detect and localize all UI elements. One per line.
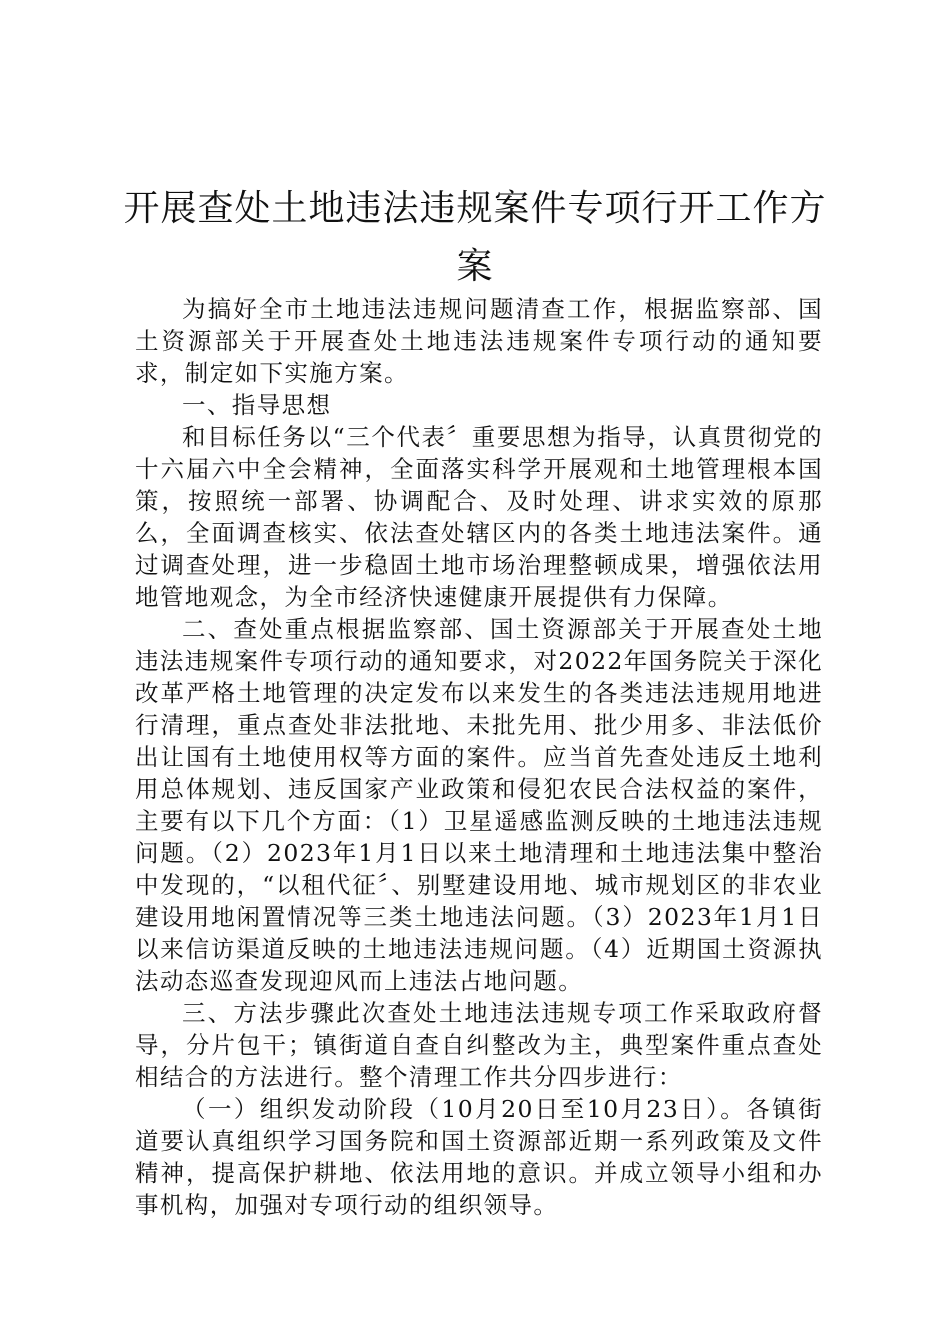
paragraph-intro: 为搞好全市土地违法违规问题清查工作，根据监察部、国土资源部关于开展查处土地违法违规案件专项行动的通知要求，制定如下实施方案。: [135, 295, 823, 387]
paragraph-guiding-ideology: 和目标任务以“三个代表〞重要思想为指导，认真贯彻党的十六届六中全会精神，全面落实科学开展观和土地管理根本国策，按照统一部署、协调配合、及时处理、讲求实效的原那么，全面调查核实、依法查处辖区内的各类土地违法案件。通过调查处理，进一步稳固土地市场治理整顿成果，增强依法用地管地观念，为全市经济快速健康开展提供有力保障。: [135, 423, 823, 611]
document-body: [135, 293, 823, 1221]
document-title: [120, 180, 830, 296]
paragraph-phase-one: （一）组织发动阶段（10月20日至10月23日）。各镇街道要认真组织学习国务院和国土资源部近期一系列政策及文件精神，提高保护耕地、依法用地的意识。并成立领导小组和办事机构，加强对专项行动的组织领导。: [135, 1095, 823, 1219]
paragraph-methods-steps: 三、方法步骤此次查处土地违法违规专项工作采取政府督导，分片包干；镇街道自查自纠整改为主，典型案件重点查处相结合的方法进行。整个清理工作共分四步进行：: [135, 999, 823, 1091]
paragraph-key-points: 二、查处重点根据监察部、国土资源部关于开展查处土地违法违规案件专项行动的通知要求，对2022年国务院关于深化改革严格土地管理的决定发布以来发生的各类违法违规用地进行清理，重点查处非法批地、未批先用、批少用多、非法低价出让国有土地使用权等方面的案件。应当首先查处违反土地利用总体规划、违反国家产业政策和侵犯农民合法权益的案件，主要有以下几个方面：（1）卫星遥感监测反映的土地违法违规问题。（2）2023年1月1日以来土地清理和土地违法集中整治中发现的，“以租代征〞、别墅建设用地、城市规划区的非农业建设用地闲置情况等三类土地违法问题。（3）2023年1月1日以来信访渠道反映的土地违法违规问题。（4）近期国土资源执法动态巡查发现迎风而上违法占地问题。: [135, 615, 823, 995]
section-heading-guiding-ideology: 一、指导思想: [182, 391, 332, 419]
title-line-2: 案: [456, 246, 494, 287]
title-line-1: 开展查处土地违法违规案件专项行开工作方: [123, 188, 827, 229]
